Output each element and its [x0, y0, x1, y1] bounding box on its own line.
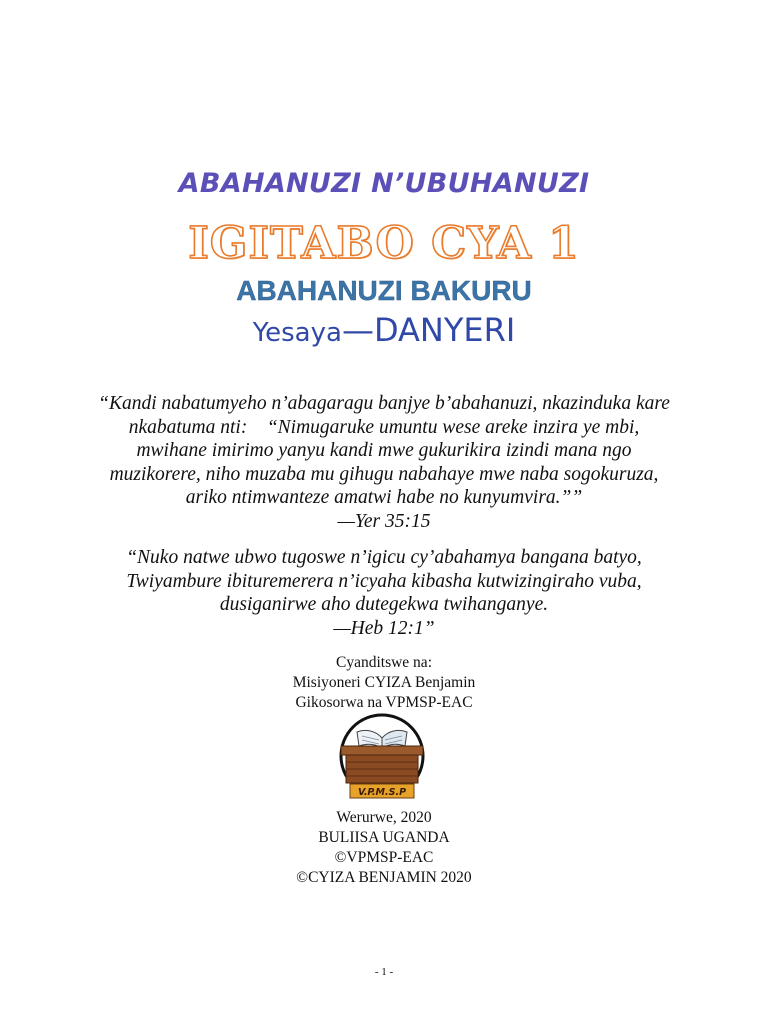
authorship-block	[0, 653, 768, 713]
editor-name: Gikosorwa na VPMSP-EAC	[295, 694, 473, 711]
book-range-start: Yesaya	[252, 318, 342, 348]
quote-line: “Nuko natwe ubwo tugoswe n’igicu cy’abahamya bangana batyo,	[126, 547, 642, 568]
quote-line: muzikorere, niho muzaba mu gihugu nabahaye mwe naba sogokuruza,	[109, 463, 659, 485]
quote-line: mwihane imirimo yanyu kandi mwe gukurikira izindi mana ngo	[136, 440, 632, 461]
quote-line: dusiganirwe aho dutegekwa twihanganye.	[219, 594, 549, 615]
publication-place: BULIISA UGANDA	[318, 829, 450, 846]
author-name: Misiyoneri CYIZA Benjamin	[292, 674, 476, 691]
quote-line: Twiyambure ibituremerera n’icyaha kibasha kutwizingiraho vuba,	[126, 570, 642, 592]
quote-line: nkabatuma nti: “Nimugaruke umuntu wese areke inzira ye mbi,	[128, 416, 640, 438]
quote-line: “Kandi nabatumyeho n’abagaragu banjye b’abahanuzi, nkazinduka kare	[98, 393, 670, 414]
epigraph-quote-2	[0, 546, 768, 640]
book-range	[0, 311, 768, 349]
series-title: ABAHANUZI N’UBUHANUZI	[178, 168, 590, 199]
page-number: - 1 -	[374, 966, 394, 978]
book-range-end: —DANYERI	[341, 311, 516, 349]
open-book-on-pulpit-icon	[335, 713, 429, 805]
copyright-org: ©VPMSP-EAC	[334, 849, 434, 866]
quote-reference: —Yer 35:15	[337, 510, 431, 532]
book-subtitle: ABAHANUZI BAKURU	[236, 275, 532, 306]
logo-label: V.P.M.S.P	[357, 787, 407, 798]
imprint-block	[0, 808, 768, 888]
copyright-author: ©CYIZA BENJAMIN 2020	[296, 869, 472, 886]
book-title: IGITABO CYA 1	[188, 218, 580, 269]
epigraph-quote-1	[0, 392, 768, 533]
open-book-icon	[357, 730, 407, 748]
vpmsp-logo	[335, 713, 429, 805]
quote-line: ariko ntimwanteze amatwi habe no kunyumvira.””	[185, 487, 583, 508]
written-by-label: Cyanditswe na:	[336, 654, 432, 671]
quote-reference: —Heb 12:1”	[333, 617, 435, 639]
publication-date: Werurwe, 2020	[336, 809, 432, 826]
